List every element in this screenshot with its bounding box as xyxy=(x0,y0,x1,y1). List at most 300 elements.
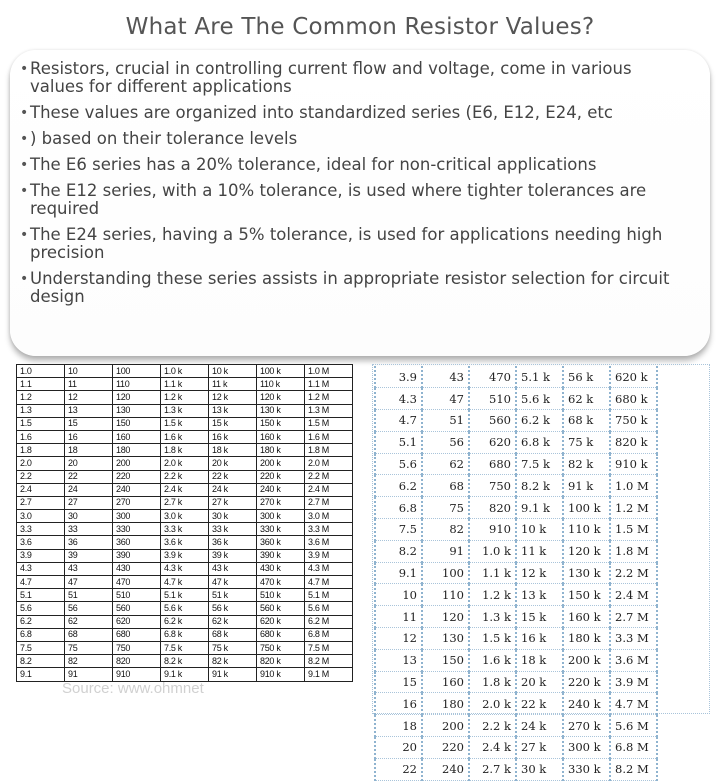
table-cell: 1.2 xyxy=(17,391,65,404)
table-cell: 1.0 k xyxy=(161,365,209,378)
table-cell: 13 k xyxy=(209,404,257,417)
table-cell: 1.2 M xyxy=(305,391,353,404)
table-cell: 220 k xyxy=(257,470,305,483)
table-cell: 82 k xyxy=(209,655,257,668)
table-cell: 1.8 M xyxy=(305,444,353,457)
table-cell: 130 xyxy=(113,404,161,417)
table-cell: 150 k xyxy=(563,584,610,606)
table-cell: 5.6 k xyxy=(516,388,563,410)
table-cell: 82 xyxy=(65,655,113,668)
table-cell: 8.2 M xyxy=(305,655,353,668)
table-cell: 51 xyxy=(65,589,113,602)
table-row xyxy=(17,562,353,575)
table-cell: 1.8 k xyxy=(469,671,516,693)
table-cell: 47 xyxy=(422,388,469,410)
table-cell: 11 xyxy=(65,378,113,391)
table-cell: 750 k xyxy=(610,410,657,432)
table-cell: 220 xyxy=(113,470,161,483)
table-cell: 91 k xyxy=(209,668,257,681)
table-cell: 2.2 M xyxy=(610,562,657,584)
table-cell: 75 xyxy=(65,641,113,654)
table-cell: 8.2 k xyxy=(516,475,563,497)
table-cell: 1.5 M xyxy=(610,519,657,541)
table-cell: 3.6 M xyxy=(305,536,353,549)
table-row xyxy=(17,615,353,628)
table-cell: 8.2 xyxy=(375,540,422,562)
table-cell: 1.8 xyxy=(17,444,65,457)
table-cell: 18 xyxy=(375,715,422,737)
table-cell: 4.7 xyxy=(17,576,65,589)
bullet-item xyxy=(20,226,690,262)
table-cell: 820 xyxy=(469,497,516,519)
table-cell: 20 k xyxy=(516,671,563,693)
table-cell: 18 k xyxy=(209,444,257,457)
table-row xyxy=(17,655,353,668)
table-cell: 120 xyxy=(113,391,161,404)
table-row xyxy=(17,536,353,549)
table-cell: 1.2 k xyxy=(469,584,516,606)
table-cell: 7.5 k xyxy=(516,453,563,475)
table-cell: 8.2 M xyxy=(610,758,657,780)
table-cell: 200 xyxy=(422,715,469,737)
table-row xyxy=(17,641,353,654)
table-cell: 270 k xyxy=(257,496,305,509)
table-cell: 3.0 k xyxy=(161,510,209,523)
table-row xyxy=(375,431,657,453)
table-row xyxy=(17,576,353,589)
table-cell: 1.1 k xyxy=(161,378,209,391)
table-row xyxy=(17,589,353,602)
table-cell: 22 k xyxy=(516,693,563,715)
table-row xyxy=(17,391,353,404)
table-row xyxy=(17,628,353,641)
bullet-text: The E12 series, with a 10% tolerance, is used where tighter tolerances are required xyxy=(30,181,647,218)
table-cell: 330 k xyxy=(257,523,305,536)
table-cell: 3.3 k xyxy=(161,523,209,536)
table-cell: 56 xyxy=(422,431,469,453)
table-cell: 6.2 M xyxy=(305,615,353,628)
table-cell: 3.9 xyxy=(17,549,65,562)
table-cell: 56 xyxy=(65,602,113,615)
table-cell: 27 k xyxy=(209,496,257,509)
table-cell: 180 xyxy=(422,693,469,715)
table-row xyxy=(375,410,657,432)
table-cell: 22 xyxy=(375,758,422,780)
table-cell: 47 k xyxy=(209,576,257,589)
table-cell: 5.6 xyxy=(17,602,65,615)
table-row xyxy=(375,628,657,650)
table-cell: 22 k xyxy=(209,470,257,483)
table-row xyxy=(17,365,353,378)
table-cell: 30 xyxy=(65,510,113,523)
table-cell: 13 xyxy=(65,404,113,417)
table-cell: 4.7 M xyxy=(305,576,353,589)
table-cell: 5.1 k xyxy=(161,589,209,602)
table-cell: 9.1 xyxy=(17,668,65,681)
table-cell: 91 k xyxy=(563,475,610,497)
table-cell: 2.2 M xyxy=(305,470,353,483)
table-cell: 43 xyxy=(65,562,113,575)
table-cell: 56 k xyxy=(563,366,610,388)
table-row xyxy=(17,549,353,562)
table-row xyxy=(17,417,353,430)
bullet-list xyxy=(20,60,690,314)
table-cell: 20 k xyxy=(209,457,257,470)
table-row xyxy=(17,483,353,496)
table-cell: 20 xyxy=(375,737,422,759)
table-cell: 110 k xyxy=(257,378,305,391)
table-cell: 39 xyxy=(65,549,113,562)
table-cell: 1.0 M xyxy=(610,475,657,497)
table-cell: 130 k xyxy=(257,404,305,417)
table-cell: 1.1 k xyxy=(469,562,516,584)
table-cell: 360 k xyxy=(257,536,305,549)
table-cell: 1.6 xyxy=(17,430,65,443)
table-row xyxy=(375,758,657,780)
table-cell: 750 xyxy=(469,475,516,497)
bullet-item xyxy=(20,156,690,174)
table-cell: 430 k xyxy=(257,562,305,575)
table-cell: 51 xyxy=(422,410,469,432)
table-row xyxy=(17,496,353,509)
table-cell: 910 xyxy=(469,519,516,541)
table-row xyxy=(375,366,657,388)
table-cell: 30 k xyxy=(209,510,257,523)
table-cell: 36 xyxy=(65,536,113,549)
table-cell: 510 xyxy=(113,589,161,602)
table-cell: 62 xyxy=(422,453,469,475)
table-cell: 10 xyxy=(65,365,113,378)
table-cell: 6.8 M xyxy=(610,737,657,759)
table-cell: 39 k xyxy=(209,549,257,562)
table-cell: 390 k xyxy=(257,549,305,562)
table-cell: 470 xyxy=(113,576,161,589)
table-cell: 2.7 xyxy=(17,496,65,509)
table-cell: 62 k xyxy=(209,615,257,628)
table-cell: 33 xyxy=(65,523,113,536)
table-cell: 75 k xyxy=(563,431,610,453)
table-cell: 2.0 k xyxy=(469,693,516,715)
bullet-marker: • xyxy=(20,131,29,147)
bullet-text: Resistors, crucial in controlling current flow and voltage, come in various values for different applications xyxy=(30,59,632,96)
table-cell: 110 k xyxy=(563,519,610,541)
table-cell: 3.3 xyxy=(17,523,65,536)
bullet-text: The E6 series has a 20% tolerance, ideal for non-critical applications xyxy=(30,155,597,174)
table-row xyxy=(375,497,657,519)
table-cell: 22 xyxy=(65,470,113,483)
table-cell: 1.2 k xyxy=(161,391,209,404)
table-cell: 5.1 k xyxy=(516,366,563,388)
table-cell: 24 xyxy=(65,483,113,496)
table-cell: 110 xyxy=(113,378,161,391)
table-cell: 4.3 k xyxy=(161,562,209,575)
table-cell: 3.0 xyxy=(17,510,65,523)
table-cell: 160 k xyxy=(257,430,305,443)
table-cell: 24 k xyxy=(209,483,257,496)
table-cell: 910 k xyxy=(257,668,305,681)
table-cell: 43 k xyxy=(209,562,257,575)
table-cell: 270 xyxy=(113,496,161,509)
table-cell: 3.0 M xyxy=(305,510,353,523)
table-cell: 1.5 k xyxy=(469,628,516,650)
table-cell: 68 k xyxy=(563,410,610,432)
table-cell: 100 k xyxy=(257,365,305,378)
table-cell: 300 k xyxy=(257,510,305,523)
table-cell: 560 k xyxy=(257,602,305,615)
table-cell: 820 k xyxy=(610,431,657,453)
table-cell: 240 xyxy=(113,483,161,496)
table-cell: 560 xyxy=(469,410,516,432)
table-cell: 91 xyxy=(422,540,469,562)
bullet-item xyxy=(20,104,690,122)
table-cell: 150 k xyxy=(257,417,305,430)
table-cell: 100 xyxy=(422,562,469,584)
table-cell: 5.6 k xyxy=(161,602,209,615)
table-cell: 160 xyxy=(422,671,469,693)
table-cell: 820 k xyxy=(257,655,305,668)
bullet-marker: • xyxy=(20,105,29,121)
table-cell: 36 k xyxy=(209,536,257,549)
bullet-text: ) based on their tolerance levels xyxy=(30,129,298,148)
table-cell: 10 k xyxy=(516,519,563,541)
table-cell: 300 k xyxy=(563,737,610,759)
table-cell: 510 xyxy=(469,388,516,410)
table-cell: 300 xyxy=(113,510,161,523)
table-cell: 5.6 xyxy=(375,453,422,475)
table-cell: 2.7 k xyxy=(469,758,516,780)
table-cell: 680 k xyxy=(610,388,657,410)
resistor-values-table-right xyxy=(374,366,658,781)
table-row xyxy=(375,453,657,475)
table-cell: 13 xyxy=(375,649,422,671)
table-cell: 1.2 M xyxy=(610,497,657,519)
table-cell: 7.5 xyxy=(17,641,65,654)
table-cell: 1.6 k xyxy=(469,649,516,671)
table-cell: 6.2 k xyxy=(161,615,209,628)
table-cell: 3.6 M xyxy=(610,649,657,671)
table-cell: 510 k xyxy=(257,589,305,602)
table-cell: 2.0 M xyxy=(305,457,353,470)
table-cell: 12 xyxy=(65,391,113,404)
table-cell: 47 xyxy=(65,576,113,589)
table-cell: 1.3 xyxy=(17,404,65,417)
table-cell: 180 k xyxy=(257,444,305,457)
table-cell: 750 k xyxy=(257,641,305,654)
table-cell: 120 k xyxy=(563,540,610,562)
table-cell: 6.8 M xyxy=(305,628,353,641)
table-cell: 15 xyxy=(65,417,113,430)
bullet-text: These values are organized into standardized series (E6, E12, E24, etc xyxy=(30,103,613,122)
table-cell: 15 k xyxy=(516,606,563,628)
table-cell: 15 xyxy=(375,671,422,693)
table-cell: 3.3 M xyxy=(610,628,657,650)
table-cell: 200 k xyxy=(257,457,305,470)
table-cell: 24 k xyxy=(516,715,563,737)
table-cell: 7.5 k xyxy=(161,641,209,654)
table-cell: 120 k xyxy=(257,391,305,404)
table-cell: 18 xyxy=(65,444,113,457)
table-cell: 330 xyxy=(113,523,161,536)
bullet-text: The E24 series, having a 5% tolerance, is used for applications needing high precision xyxy=(30,225,663,262)
table-cell: 6.8 k xyxy=(516,431,563,453)
table-cell: 6.8 k xyxy=(161,628,209,641)
table-cell: 180 k xyxy=(563,628,610,650)
table-cell: 5.1 xyxy=(17,589,65,602)
table-cell: 4.7 k xyxy=(161,576,209,589)
table-cell: 5.6 M xyxy=(305,602,353,615)
table-row xyxy=(375,737,657,759)
table-cell: 91 xyxy=(65,668,113,681)
table-cell: 9.1 k xyxy=(161,668,209,681)
table-cell: 16 k xyxy=(516,628,563,650)
table-cell: 240 k xyxy=(257,483,305,496)
table-cell: 910 xyxy=(113,668,161,681)
table-cell: 68 xyxy=(65,628,113,641)
table-cell: 1.5 M xyxy=(305,417,353,430)
table-cell: 620 xyxy=(113,615,161,628)
table-cell: 1.3 M xyxy=(305,404,353,417)
table-cell: 240 k xyxy=(563,693,610,715)
table-cell: 33 k xyxy=(209,523,257,536)
table-cell: 12 xyxy=(375,628,422,650)
table-cell: 2.2 xyxy=(17,470,65,483)
table-cell: 1.1 M xyxy=(305,378,353,391)
table-cell: 3.9 M xyxy=(610,671,657,693)
table-row xyxy=(17,602,353,615)
table-cell: 1.8 M xyxy=(610,540,657,562)
table-cell: 12 k xyxy=(209,391,257,404)
table-cell: 20 xyxy=(65,457,113,470)
bullet-item xyxy=(20,60,690,96)
table-row xyxy=(17,430,353,443)
resistor-values-table-left xyxy=(16,364,353,682)
bullet-item xyxy=(20,182,690,218)
table-cell: 9.1 M xyxy=(305,668,353,681)
table-cell: 16 xyxy=(375,693,422,715)
table-cell: 10 k xyxy=(209,365,257,378)
table-cell: 680 xyxy=(113,628,161,641)
table-cell: 9.1 xyxy=(375,562,422,584)
table-cell: 7.5 xyxy=(375,519,422,541)
table-cell: 2.4 k xyxy=(161,483,209,496)
table-cell: 15 k xyxy=(209,417,257,430)
table-row xyxy=(375,475,657,497)
table-cell: 2.4 M xyxy=(610,584,657,606)
table-cell: 68 xyxy=(422,475,469,497)
table-cell: 680 k xyxy=(257,628,305,641)
table-cell: 1.0 k xyxy=(469,540,516,562)
table-row xyxy=(375,715,657,737)
table-cell: 2.0 k xyxy=(161,457,209,470)
table-cell: 1.5 xyxy=(17,417,65,430)
table-cell: 160 k xyxy=(563,606,610,628)
table-cell: 150 xyxy=(113,417,161,430)
table-cell: 2.2 k xyxy=(161,470,209,483)
table-row xyxy=(17,444,353,457)
table-cell: 5.1 M xyxy=(305,589,353,602)
table-row xyxy=(375,671,657,693)
table-cell: 2.7 M xyxy=(305,496,353,509)
table-cell: 5.1 xyxy=(375,431,422,453)
table-cell: 3.9 k xyxy=(161,549,209,562)
table-cell: 200 k xyxy=(563,649,610,671)
table-cell: 8.2 xyxy=(17,655,65,668)
table-row xyxy=(375,540,657,562)
bullet-text: Understanding these series assists in appropriate resistor selection for circuit design xyxy=(30,269,670,306)
table-cell: 11 k xyxy=(516,540,563,562)
table-cell: 6.2 k xyxy=(516,410,563,432)
table-cell: 680 xyxy=(469,453,516,475)
table-cell: 56 k xyxy=(209,602,257,615)
table-cell: 3.6 xyxy=(17,536,65,549)
table-cell: 3.6 k xyxy=(161,536,209,549)
table-cell: 430 xyxy=(113,562,161,575)
table-cell: 110 xyxy=(422,584,469,606)
bullet-marker: • xyxy=(20,183,29,199)
table-cell: 150 xyxy=(422,649,469,671)
table-cell: 2.4 M xyxy=(305,483,353,496)
table-row xyxy=(375,519,657,541)
table-cell: 330 k xyxy=(563,758,610,780)
table-cell: 4.7 M xyxy=(610,693,657,715)
table-cell: 100 xyxy=(113,365,161,378)
table-cell: 27 xyxy=(65,496,113,509)
table-cell: 1.1 xyxy=(17,378,65,391)
table-cell: 2.7 k xyxy=(161,496,209,509)
table-cell: 3.9 M xyxy=(305,549,353,562)
table-cell: 1.0 M xyxy=(305,365,353,378)
table-cell: 1.5 k xyxy=(161,417,209,430)
table-row xyxy=(17,470,353,483)
table-row xyxy=(375,606,657,628)
table-cell: 4.3 xyxy=(375,388,422,410)
table-cell: 43 xyxy=(422,366,469,388)
watermark: Source: www.ohmnet xyxy=(62,680,204,697)
table-cell: 62 xyxy=(65,615,113,628)
table-cell: 4.7 xyxy=(375,410,422,432)
table-cell: 3.9 xyxy=(375,366,422,388)
table-cell: 620 xyxy=(469,431,516,453)
table-cell: 470 k xyxy=(257,576,305,589)
table-cell: 560 xyxy=(113,602,161,615)
table-cell: 6.2 xyxy=(17,615,65,628)
table-cell: 11 k xyxy=(209,378,257,391)
table-cell: 82 k xyxy=(563,453,610,475)
table-cell: 5.6 M xyxy=(610,715,657,737)
table-cell: 620 k xyxy=(257,615,305,628)
table-cell: 3.3 M xyxy=(305,523,353,536)
bullet-marker: • xyxy=(20,271,29,287)
table-cell: 51 k xyxy=(209,589,257,602)
table-cell: 820 xyxy=(113,655,161,668)
table-cell: 1.6 M xyxy=(305,430,353,443)
table-cell: 75 k xyxy=(209,641,257,654)
table-cell: 11 xyxy=(375,606,422,628)
table-cell: 4.3 M xyxy=(305,562,353,575)
table-cell: 4.3 xyxy=(17,562,65,575)
table-cell: 160 xyxy=(113,430,161,443)
table-cell: 270 k xyxy=(563,715,610,737)
table-cell: 6.2 xyxy=(375,475,422,497)
table-cell: 2.4 xyxy=(17,483,65,496)
table-cell: 1.8 k xyxy=(161,444,209,457)
bullet-item xyxy=(20,130,690,148)
table-cell: 2.7 M xyxy=(610,606,657,628)
table-cell: 6.8 xyxy=(17,628,65,641)
page-title: What Are The Common Resistor Values? xyxy=(125,14,595,40)
table-row xyxy=(375,693,657,715)
bullet-marker: • xyxy=(20,227,29,243)
